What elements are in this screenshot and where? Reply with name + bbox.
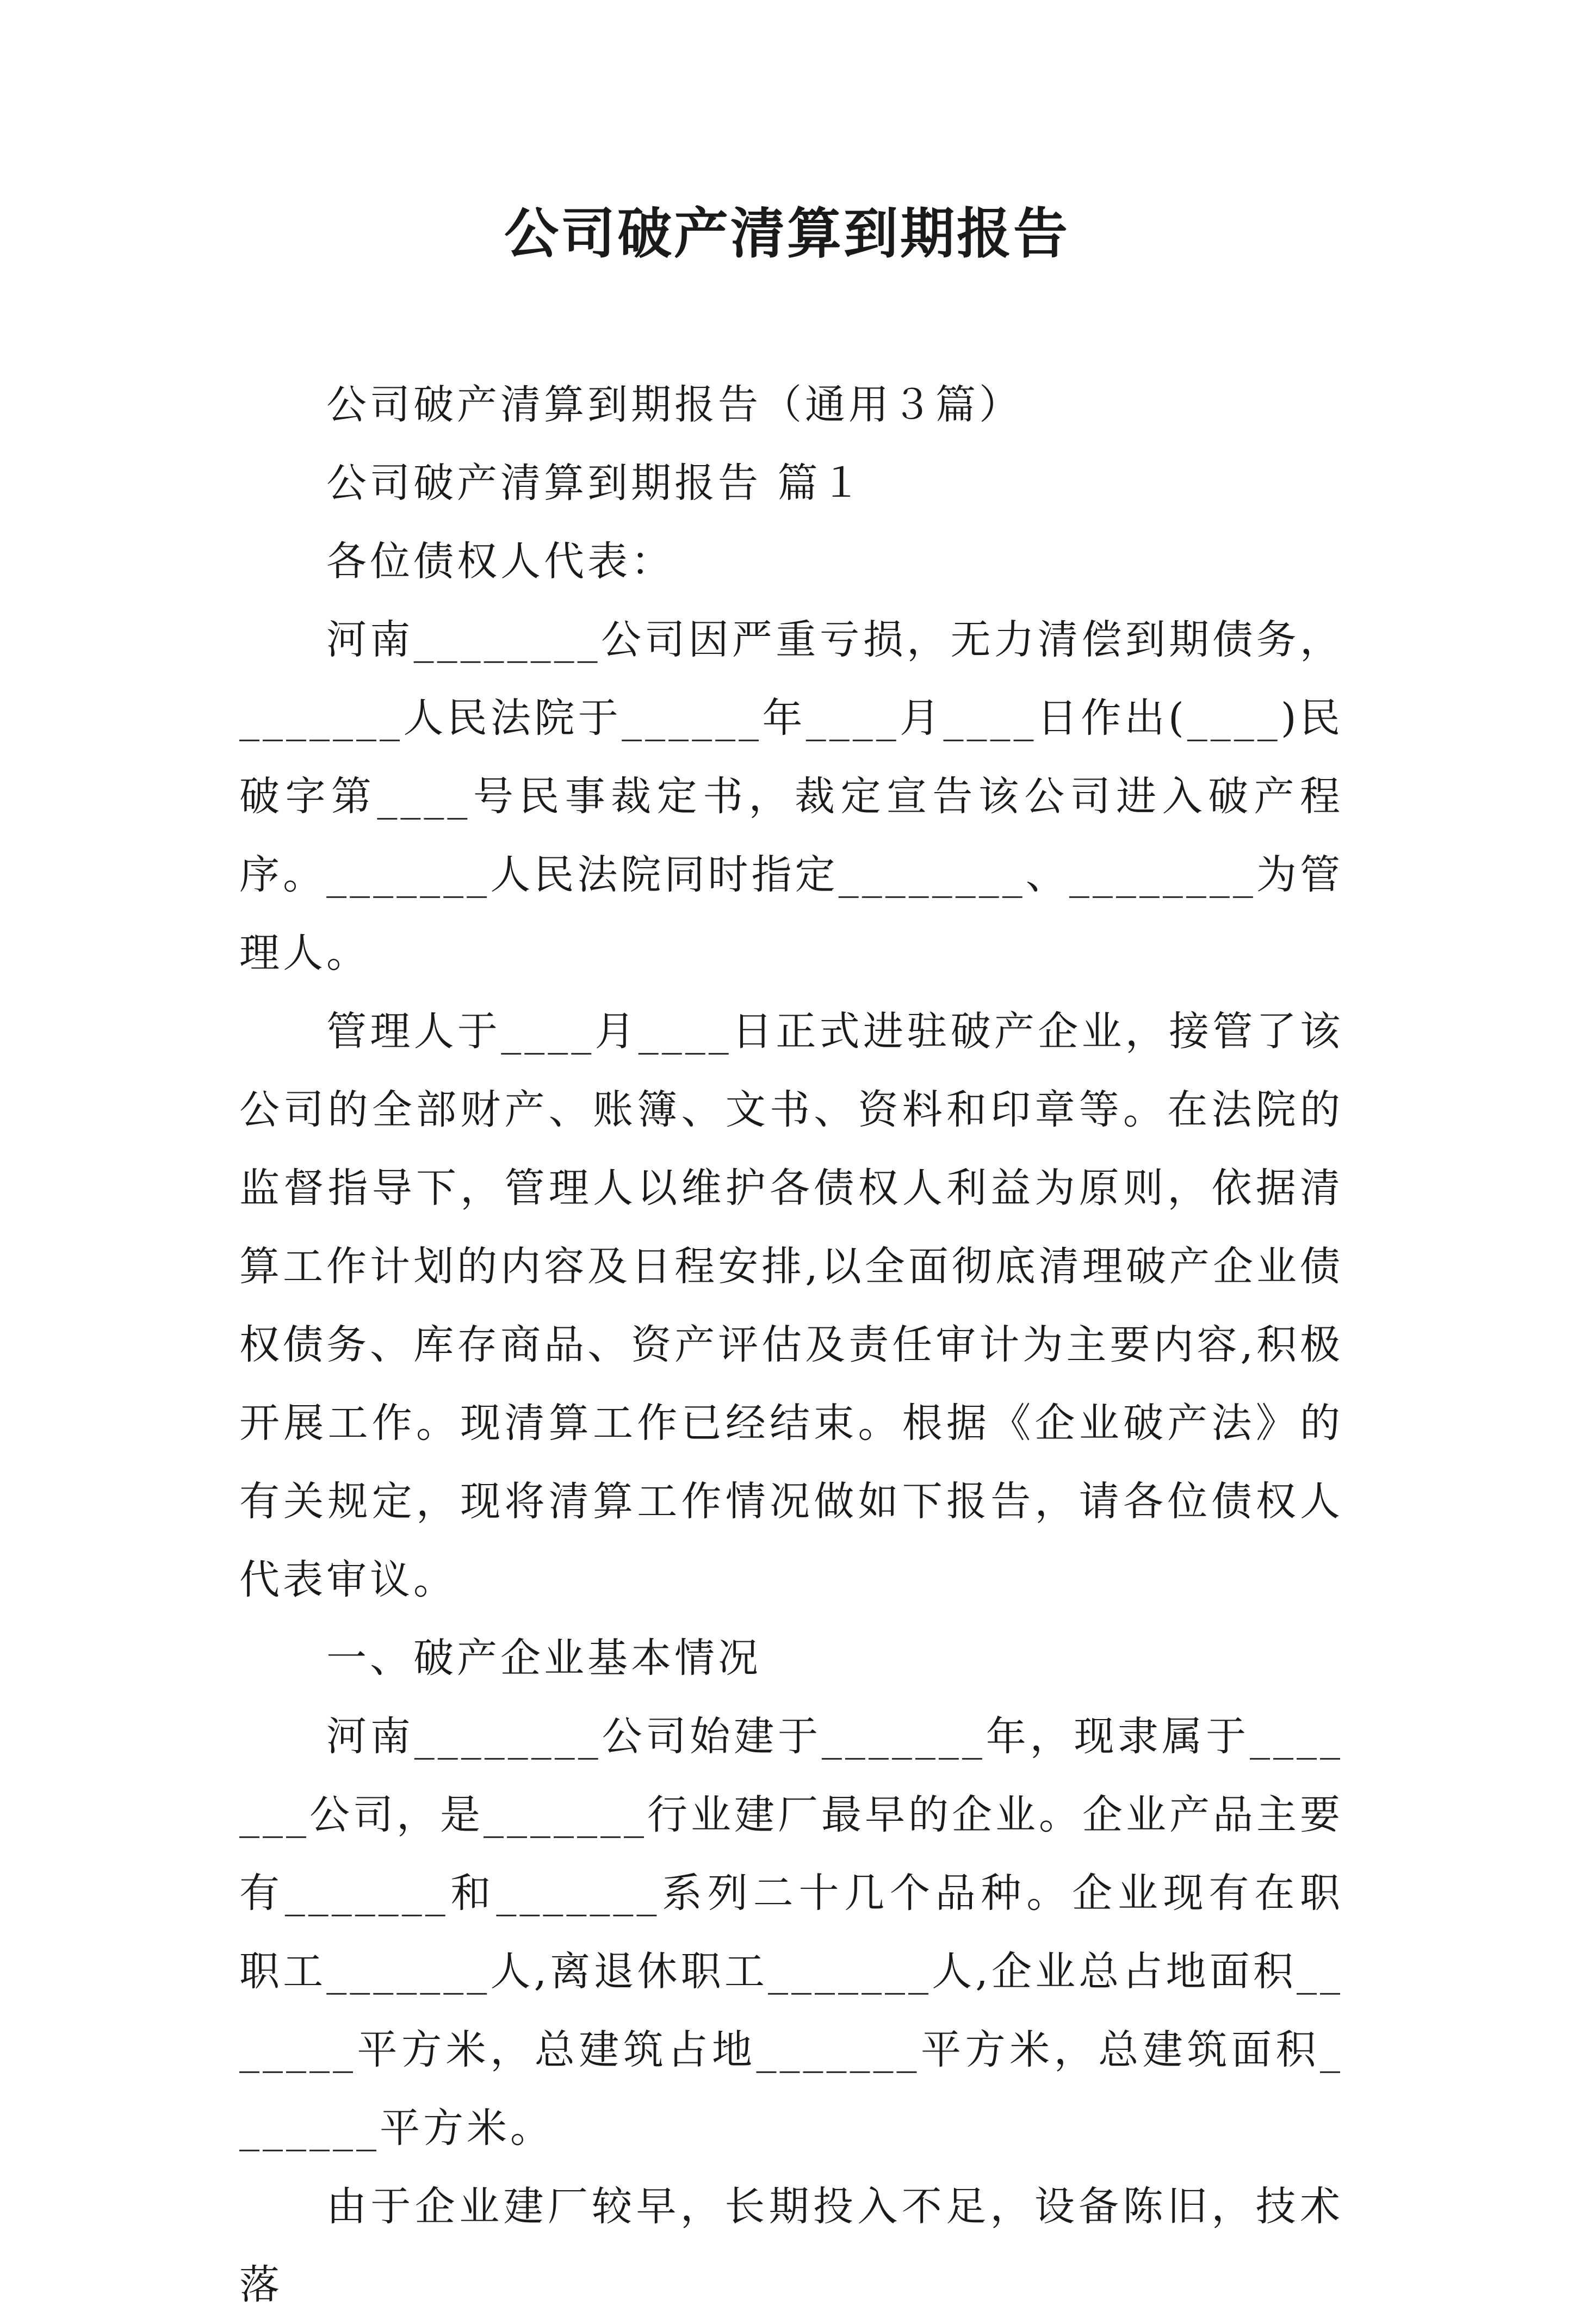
document-body: [239, 366, 1343, 2324]
paragraph-court-ruling: 河南________公司因严重亏损，无力清偿到期债务，_______人民法院于______年____月____日作出(____)民破字第____号民事裁定书，裁定宣告该公司进入破产程序。_______人民法院同时指定________、________为管理人。: [239, 616, 1343, 976]
paragraph-background: 由于企业建厂较早，长期投入不足，设备陈旧，技术落: [239, 2183, 1343, 2308]
paragraph-salutation: 各位债权人代表：: [326, 538, 674, 585]
paragraph-administrator-work: 管理人于____月____日正式进驻破产企业，接管了该公司的全部财产、账簿、文书、资料和印章等。在法院的监督指导下，管理人以维护各债权人利益为原则，依据清算工作计划的内容及日程安排,以全面彻底清理破产企业债权债务、库存商品、资产评估及责任审计为主要内容,积极开展工作。现清算工作已经结束。根据《企业破产法》的有关规定，现将清算工作情况做如下报告，请各位债权人代表审议。: [239, 1008, 1343, 1603]
paragraph-heading-basic-info: 一、破产企业基本情况: [326, 1635, 761, 1682]
paragraph-subtitle: 公司破产清算到期报告（通用３篇）: [326, 381, 1023, 428]
document-title: 公司破产清算到期报告: [504, 202, 1070, 265]
paragraph-company-info: 河南________公司始建于_______年，现隶属于_______公司，是_______行业建厂最早的企业。企业产品主要有_______和_______系列二十几个品种。企业现有在职职工_______人,离退休职工_______人,企业总占地面积_______平方米，总建筑占地_______平方米，总建筑面积_______平方米。: [239, 1713, 1343, 2152]
paragraph-section-heading: 公司破产清算到期报告 篇１: [326, 460, 865, 506]
